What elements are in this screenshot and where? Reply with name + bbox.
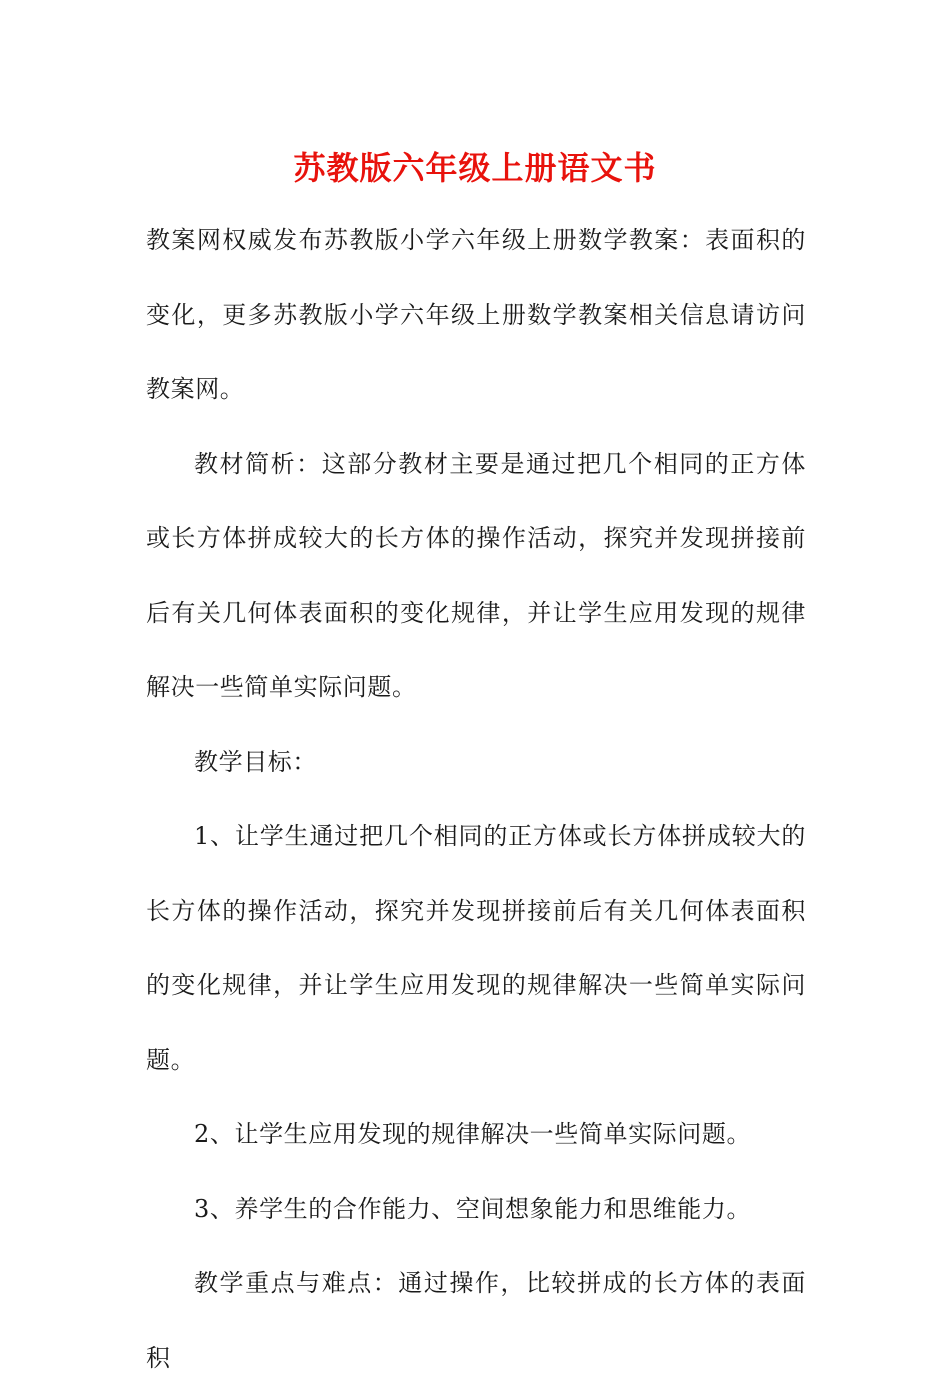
paragraph-goal-3: 3、养学生的合作能力、空间想象能力和思维能力。 bbox=[194, 1194, 752, 1223]
document-body bbox=[146, 203, 806, 1395]
paragraph-goal-2: 2、让学生应用发现的规律解决一些简单实际问题。 bbox=[194, 1120, 752, 1148]
paragraph-intro: 教案网权威发布苏教版小学六年级上册数学教案：表面积的变化，更多苏教版小学六年级上册数学教案相关信息请访问教案网。 bbox=[146, 226, 806, 403]
paragraph-key-points: 教学重点与难点：通过操作，比较拼成的长方体的表面积 bbox=[146, 1269, 806, 1372]
paragraph-teaching-goals-heading: 教学目标： bbox=[194, 747, 317, 776]
paragraph-material-analysis: 教材简析：这部分教材主要是通过把几个相同的正方体或长方体拼成较大的长方体的操作活动，探究并发现拼接前后有关几何体表面积的变化规律，并让学生应用发现的规律解决一些简单实际问题。 bbox=[146, 449, 806, 701]
document-title: 苏教版六年级上册语文书 bbox=[293, 149, 657, 187]
paragraph-goal-1: 1、让学生通过把几个相同的正方体或长方体拼成较大的长方体的操作活动，探究并发现拼接前后有关几何体表面积的变化规律，并让学生应用发现的规律解决一些简单实际问题。 bbox=[146, 822, 806, 1074]
